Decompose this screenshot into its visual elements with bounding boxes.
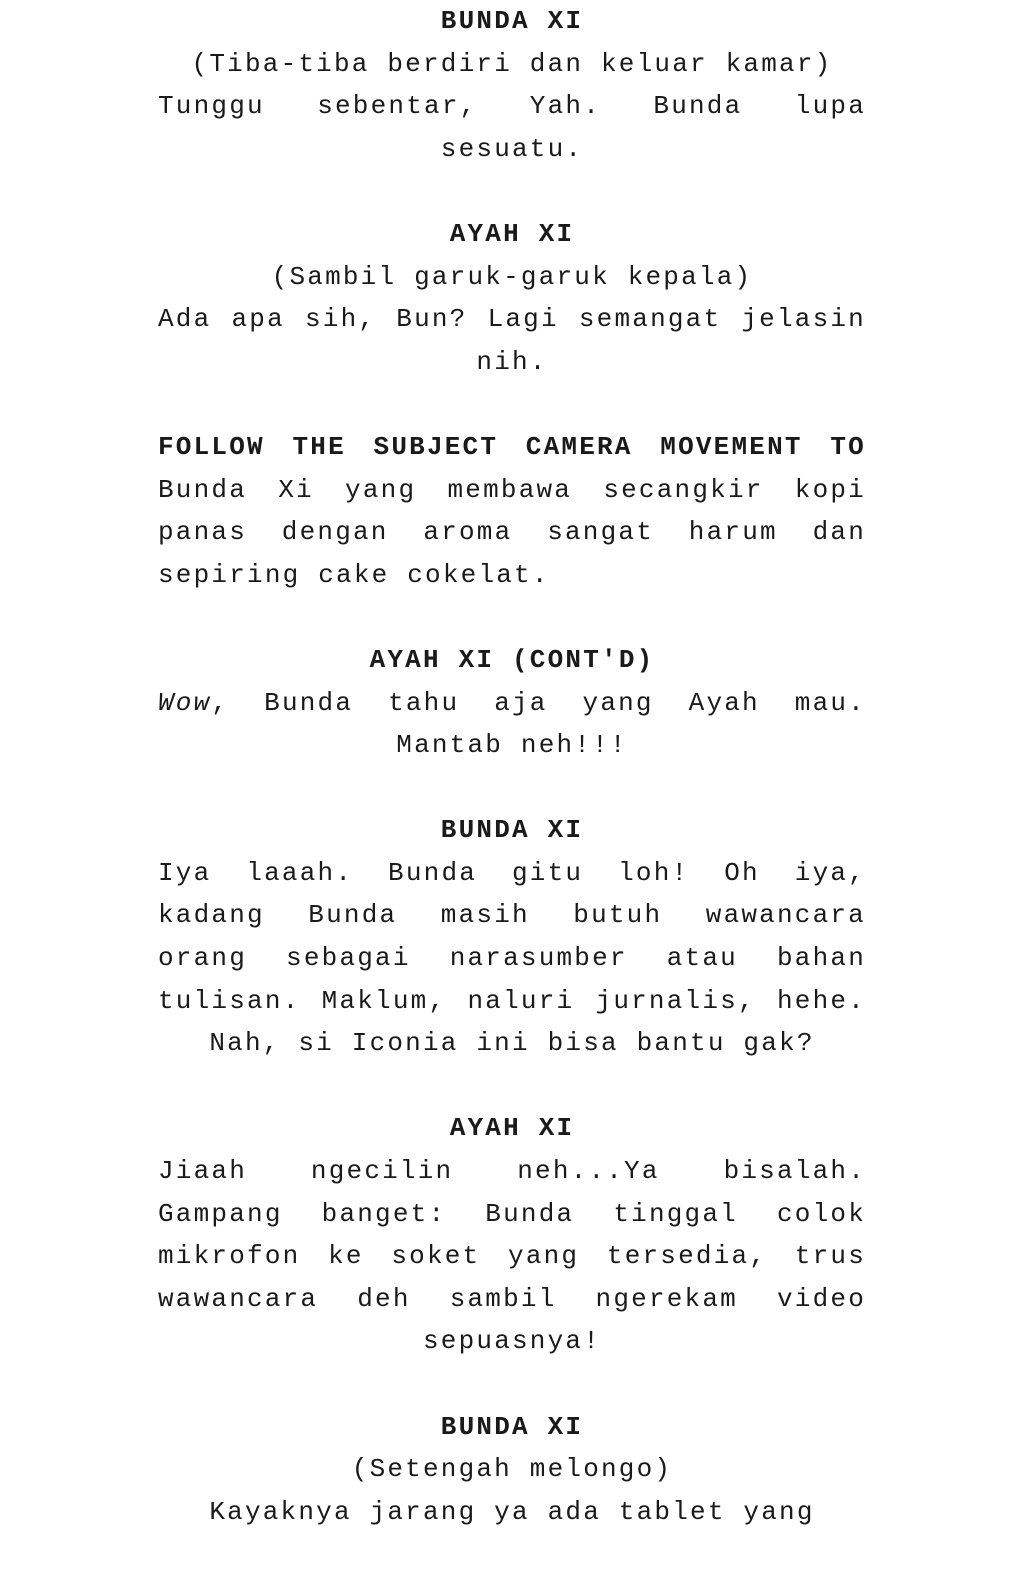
dialogue-text <box>158 682 866 767</box>
character-name: BUNDA XI <box>440 6 584 36</box>
dialogue-rest: , Bunda tahu aja yang Ayah mau. Mantab neh!!! <box>211 687 866 761</box>
shot-word: CAMERA <box>525 431 633 462</box>
character-name: BUNDA XI <box>440 1411 584 1442</box>
action-text: Bunda Xi yang membawa secangkir kopi panas dengan aroma sangat harum dan sepiring cake cokelat. <box>158 474 866 590</box>
shot-word: FOLLOW <box>158 431 265 462</box>
parenthetical: (Setengah melongo) <box>351 1454 673 1485</box>
shot-word: MOVEMENT <box>660 431 803 462</box>
dialogue-block <box>158 213 866 383</box>
dialogue-text: Iya laaah. Bunda gitu loh! Oh iya, kadang Bunda masih butuh wawancara orang sebagai narasumber atau bahan tulisan. Maklum, naluri jurnalis, hehe. Nah, si Iconia ini bisa bantu gak? <box>158 857 866 1059</box>
action-block <box>158 426 866 596</box>
dialogue-text: Ada apa sih, Bun? Lagi semangat jelasin nih. <box>158 304 866 377</box>
character-name: BUNDA XI <box>440 815 584 846</box>
dialogue-text: Kayaknya jarang ya ada tablet yang <box>209 1496 815 1527</box>
dialogue-block <box>158 1406 866 1534</box>
character-name: AYAH XI (CONT'D) <box>369 644 655 675</box>
shot-word: SUBJECT <box>373 431 499 462</box>
dialogue-block <box>158 1107 866 1363</box>
dialogue-block <box>158 0 866 170</box>
shot-heading <box>158 426 866 469</box>
dialogue-text: Tunggu sebentar, Yah. Bunda lupa sesuatu. <box>158 91 866 164</box>
parenthetical: (Tiba-tiba berdiri dan keluar kamar) <box>191 48 833 79</box>
dialogue-text: Jiaah ngecilin neh...Ya bisalah. Gampang banget: Bunda tinggal colok mikrofon ke soket yang tersedia, trus wawancara deh sambil ngerekam video sepuasnya! <box>158 1156 866 1357</box>
shot-word: TO <box>830 431 866 462</box>
dialogue-italic: Wow <box>158 687 212 718</box>
character-name: AYAH XI <box>449 1113 575 1144</box>
shot-word: THE <box>292 431 346 462</box>
screenplay-page <box>158 0 866 1576</box>
parenthetical: (Sambil garuk-garuk kepala) <box>271 261 753 292</box>
character-name: AYAH XI <box>449 218 575 249</box>
dialogue-block <box>158 809 866 1065</box>
dialogue-block <box>158 639 866 767</box>
